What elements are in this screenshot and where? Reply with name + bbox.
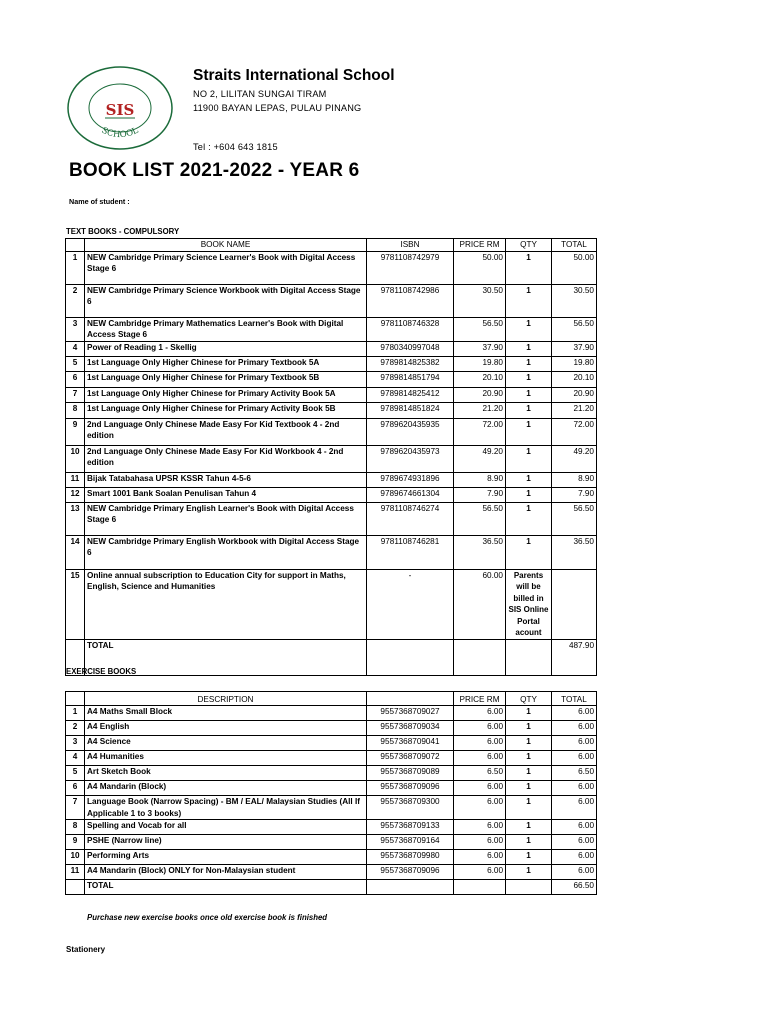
total-empty bbox=[367, 639, 454, 675]
row-number: 2 bbox=[66, 284, 85, 317]
row-name: A4 Mandarin (Block) ONLY for Non-Malaysian student bbox=[85, 865, 367, 880]
row-number: 11 bbox=[66, 472, 85, 487]
row-total: 20.90 bbox=[552, 387, 597, 402]
row-qty: 1 bbox=[506, 535, 552, 569]
row-isbn: 9781108746274 bbox=[367, 502, 454, 535]
row-isbn: 9557368709096 bbox=[367, 781, 454, 796]
row-number: 4 bbox=[66, 341, 85, 356]
row-isbn: 9789674661304 bbox=[367, 487, 454, 502]
row-name: A4 Humanities bbox=[85, 751, 367, 766]
total-row bbox=[66, 639, 597, 675]
row-qty: 1 bbox=[506, 835, 552, 850]
row-name: NEW Cambridge Primary Science Workbook with Digital Access Stage 6 bbox=[85, 284, 367, 317]
table-row bbox=[66, 445, 597, 472]
row-price: 6.00 bbox=[454, 706, 506, 721]
row-price: 6.00 bbox=[454, 865, 506, 880]
table-row bbox=[66, 472, 597, 487]
table-row bbox=[66, 418, 597, 445]
row-number: 11 bbox=[66, 865, 85, 880]
row-name: 1st Language Only Higher Chinese for Primary Textbook 5B bbox=[85, 371, 367, 387]
row-qty: 1 bbox=[506, 706, 552, 721]
row-qty: 1 bbox=[506, 781, 552, 796]
row-total: 30.50 bbox=[552, 284, 597, 317]
row-total: 6.00 bbox=[552, 865, 597, 880]
table-row bbox=[66, 736, 597, 751]
row-name: Language Book (Narrow Spacing) - BM / EAL/ Malaysian Studies (All If Applicable 1 to 3 books) bbox=[85, 796, 367, 820]
row-number: 6 bbox=[66, 781, 85, 796]
row-name: Bijak Tatabahasa UPSR KSSR Tahun 4-5-6 bbox=[85, 472, 367, 487]
row-price: 56.50 bbox=[454, 502, 506, 535]
table-row bbox=[66, 751, 597, 766]
col-header-qty: QTY bbox=[506, 692, 552, 706]
row-price: 60.00 bbox=[454, 569, 506, 639]
address-line1: NO 2, LILITAN SUNGAI TIRAM bbox=[193, 89, 327, 99]
row-name: 1st Language Only Higher Chinese for Primary Textbook 5A bbox=[85, 356, 367, 371]
address-line2: 11900 BAYAN LEPAS, PULAU PINANG bbox=[193, 103, 362, 113]
col-header-total: TOTAL bbox=[552, 239, 597, 252]
row-qty: 1 bbox=[506, 402, 552, 418]
row-name: NEW Cambridge Primary Science Learner's Book with Digital Access Stage 6 bbox=[85, 251, 367, 284]
row-isbn: 9781108746281 bbox=[367, 535, 454, 569]
row-qty: 1 bbox=[506, 865, 552, 880]
row-total: 56.50 bbox=[552, 317, 597, 341]
table-row bbox=[66, 796, 597, 820]
row-total: 21.20 bbox=[552, 402, 597, 418]
row-price: 49.20 bbox=[454, 445, 506, 472]
row-number: 3 bbox=[66, 736, 85, 751]
row-price: 56.50 bbox=[454, 317, 506, 341]
row-qty: 1 bbox=[506, 472, 552, 487]
total-spacer bbox=[66, 880, 85, 895]
row-qty: 1 bbox=[506, 341, 552, 356]
row-total: 56.50 bbox=[552, 502, 597, 535]
row-isbn: 9557368709041 bbox=[367, 736, 454, 751]
row-isbn: 9789620435935 bbox=[367, 418, 454, 445]
exercise-section-label: EXERCISE BOOKS bbox=[66, 667, 137, 676]
row-total: 6.00 bbox=[552, 736, 597, 751]
table-row bbox=[66, 721, 597, 736]
logo-mark: SIS bbox=[105, 101, 135, 119]
col-header-price: PRICE RM bbox=[454, 692, 506, 706]
row-number: 13 bbox=[66, 502, 85, 535]
row-isbn: 9557368709980 bbox=[367, 850, 454, 865]
row-total: 37.90 bbox=[552, 341, 597, 356]
row-price: 19.80 bbox=[454, 356, 506, 371]
row-name: PSHE (Narrow line) bbox=[85, 835, 367, 850]
total-empty bbox=[506, 880, 552, 895]
student-name-label: Name of student : bbox=[69, 197, 130, 206]
exercise-table bbox=[65, 691, 597, 895]
total-empty bbox=[506, 639, 552, 675]
row-isbn: 9557368709027 bbox=[367, 706, 454, 721]
row-price: 6.00 bbox=[454, 820, 506, 835]
row-number: 3 bbox=[66, 317, 85, 341]
row-name: 2nd Language Only Chinese Made Easy For Kid Textbook 4 - 2nd edition bbox=[85, 418, 367, 445]
logo-text-bottom: SCHOOL bbox=[99, 125, 141, 141]
col-header-price: PRICE RM bbox=[454, 239, 506, 252]
table-row bbox=[66, 820, 597, 835]
col-header-qty: QTY bbox=[506, 239, 552, 252]
row-number: 5 bbox=[66, 766, 85, 781]
page-title: BOOK LIST 2021-2022 - YEAR 6 bbox=[69, 160, 360, 181]
row-total: 6.00 bbox=[552, 820, 597, 835]
row-number: 8 bbox=[66, 402, 85, 418]
row-qty: 1 bbox=[506, 820, 552, 835]
row-number: 7 bbox=[66, 387, 85, 402]
row-price: 20.90 bbox=[454, 387, 506, 402]
row-name: Performing Arts bbox=[85, 850, 367, 865]
row-qty: 1 bbox=[506, 796, 552, 820]
row-name: 2nd Language Only Chinese Made Easy For Kid Workbook 4 - 2nd edition bbox=[85, 445, 367, 472]
row-name: Smart 1001 Bank Soalan Penulisan Tahun 4 bbox=[85, 487, 367, 502]
row-price: 50.00 bbox=[454, 251, 506, 284]
row-isbn: 9789814851824 bbox=[367, 402, 454, 418]
total-label: TOTAL bbox=[85, 639, 367, 675]
row-price: 37.90 bbox=[454, 341, 506, 356]
row-number: 2 bbox=[66, 721, 85, 736]
table-row bbox=[66, 402, 597, 418]
school-logo bbox=[67, 66, 173, 150]
row-name: Online annual subscription to Education City for support in Maths, English, Science and Humanities bbox=[85, 569, 367, 639]
textbooks-table bbox=[65, 238, 597, 676]
row-number: 6 bbox=[66, 371, 85, 387]
row-qty: 1 bbox=[506, 487, 552, 502]
row-name: Power of Reading 1 - Skellig bbox=[85, 341, 367, 356]
table-row bbox=[66, 251, 597, 284]
row-name: NEW Cambridge Primary English Learner's Book with Digital Access Stage 6 bbox=[85, 502, 367, 535]
row-name: Art Sketch Book bbox=[85, 766, 367, 781]
row-price: 6.00 bbox=[454, 721, 506, 736]
row-total: 6.00 bbox=[552, 796, 597, 820]
row-total: 6.00 bbox=[552, 781, 597, 796]
row-number: 14 bbox=[66, 535, 85, 569]
row-isbn: 9557368709133 bbox=[367, 820, 454, 835]
table-row bbox=[66, 487, 597, 502]
row-price: 6.00 bbox=[454, 835, 506, 850]
row-total bbox=[552, 569, 597, 639]
row-number: 15 bbox=[66, 569, 85, 639]
table-row bbox=[66, 356, 597, 371]
school-name: Straits International School bbox=[193, 67, 395, 84]
row-qty: 1 bbox=[506, 850, 552, 865]
row-number: 4 bbox=[66, 751, 85, 766]
row-qty: 1 bbox=[506, 502, 552, 535]
row-price: 72.00 bbox=[454, 418, 506, 445]
row-isbn: 9557368709089 bbox=[367, 766, 454, 781]
table-row bbox=[66, 706, 597, 721]
total-empty bbox=[454, 639, 506, 675]
row-isbn: 9557368709096 bbox=[367, 865, 454, 880]
row-total: 7.90 bbox=[552, 487, 597, 502]
row-name: A4 Science bbox=[85, 736, 367, 751]
col-header-description: DESCRIPTION bbox=[85, 692, 367, 706]
row-price: 8.90 bbox=[454, 472, 506, 487]
row-name: Spelling and Vocab for all bbox=[85, 820, 367, 835]
row-number: 8 bbox=[66, 820, 85, 835]
row-qty: 1 bbox=[506, 356, 552, 371]
row-price: 6.50 bbox=[454, 766, 506, 781]
row-number: 5 bbox=[66, 356, 85, 371]
row-price: 6.00 bbox=[454, 736, 506, 751]
row-qty: 1 bbox=[506, 445, 552, 472]
table-row bbox=[66, 569, 597, 639]
svg-text:SCHOOL bbox=[100, 125, 141, 140]
row-qty: Parents will be billed in SIS Online Portal acount bbox=[506, 569, 552, 639]
exercise-note: Purchase new exercise books once old exercise book is finished bbox=[87, 913, 328, 922]
row-number: 9 bbox=[66, 835, 85, 850]
table-row bbox=[66, 850, 597, 865]
col-header-code bbox=[367, 692, 454, 706]
row-qty: 1 bbox=[506, 418, 552, 445]
row-price: 20.10 bbox=[454, 371, 506, 387]
row-price: 6.00 bbox=[454, 751, 506, 766]
row-name: A4 Maths Small Block bbox=[85, 706, 367, 721]
row-total: 6.00 bbox=[552, 706, 597, 721]
row-total: 6.00 bbox=[552, 721, 597, 736]
col-header-total: TOTAL bbox=[552, 692, 597, 706]
table-row bbox=[66, 535, 597, 569]
row-number: 7 bbox=[66, 796, 85, 820]
row-price: 6.00 bbox=[454, 781, 506, 796]
row-isbn: 9557368709164 bbox=[367, 835, 454, 850]
row-isbn: 9789814851794 bbox=[367, 371, 454, 387]
total-empty bbox=[454, 880, 506, 895]
row-isbn: - bbox=[367, 569, 454, 639]
row-isbn: 9781108742979 bbox=[367, 251, 454, 284]
table-row bbox=[66, 502, 597, 535]
row-number: 10 bbox=[66, 445, 85, 472]
row-qty: 1 bbox=[506, 736, 552, 751]
logo-text-top bbox=[67, 66, 173, 69]
row-number: 1 bbox=[66, 251, 85, 284]
row-qty: 1 bbox=[506, 387, 552, 402]
table-row bbox=[66, 835, 597, 850]
row-total: 8.90 bbox=[552, 472, 597, 487]
row-isbn: 9780340997048 bbox=[367, 341, 454, 356]
row-total: 6.00 bbox=[552, 835, 597, 850]
row-qty: 1 bbox=[506, 751, 552, 766]
row-number: 9 bbox=[66, 418, 85, 445]
row-number: 10 bbox=[66, 850, 85, 865]
stationery-label: Stationery bbox=[66, 945, 106, 954]
row-number: 12 bbox=[66, 487, 85, 502]
table-row bbox=[66, 284, 597, 317]
row-name: NEW Cambridge Primary Mathematics Learner's Book with Digital Access Stage 6 bbox=[85, 317, 367, 341]
col-header-isbn: ISBN bbox=[367, 239, 454, 252]
total-value: 66.50 bbox=[552, 880, 597, 895]
col-header-book-name: BOOK NAME bbox=[85, 239, 367, 252]
row-isbn: 9789814825412 bbox=[367, 387, 454, 402]
row-price: 7.90 bbox=[454, 487, 506, 502]
row-name: 1st Language Only Higher Chinese for Primary Activity Book 5B bbox=[85, 402, 367, 418]
table-row bbox=[66, 341, 597, 356]
row-qty: 1 bbox=[506, 371, 552, 387]
row-price: 6.00 bbox=[454, 850, 506, 865]
row-isbn: 9557368709034 bbox=[367, 721, 454, 736]
row-total: 36.50 bbox=[552, 535, 597, 569]
row-total: 19.80 bbox=[552, 356, 597, 371]
row-isbn: 9789674931896 bbox=[367, 472, 454, 487]
textbooks-section-label: TEXT BOOKS - COMPULSORY bbox=[66, 227, 180, 236]
row-isbn: 9789620435973 bbox=[367, 445, 454, 472]
table-row bbox=[66, 865, 597, 880]
row-name: 1st Language Only Higher Chinese for Primary Activity Book 5A bbox=[85, 387, 367, 402]
telephone: Tel : +604 643 1815 bbox=[193, 142, 278, 152]
table-row bbox=[66, 387, 597, 402]
row-total: 50.00 bbox=[552, 251, 597, 284]
row-total: 20.10 bbox=[552, 371, 597, 387]
total-value: 487.90 bbox=[552, 639, 597, 675]
row-total: 6.00 bbox=[552, 850, 597, 865]
table-row bbox=[66, 371, 597, 387]
row-qty: 1 bbox=[506, 284, 552, 317]
row-isbn: 9789814825382 bbox=[367, 356, 454, 371]
row-name: A4 Mandarin (Block) bbox=[85, 781, 367, 796]
row-isbn: 9557368709300 bbox=[367, 796, 454, 820]
row-total: 49.20 bbox=[552, 445, 597, 472]
row-qty: 1 bbox=[506, 721, 552, 736]
row-isbn: 9781108746328 bbox=[367, 317, 454, 341]
total-label: TOTAL bbox=[85, 880, 367, 895]
row-name: A4 English bbox=[85, 721, 367, 736]
table-row bbox=[66, 317, 597, 341]
row-number: 1 bbox=[66, 706, 85, 721]
row-total: 6.50 bbox=[552, 766, 597, 781]
row-price: 6.00 bbox=[454, 796, 506, 820]
row-price: 36.50 bbox=[454, 535, 506, 569]
row-isbn: 9557368709072 bbox=[367, 751, 454, 766]
table-row bbox=[66, 781, 597, 796]
table-row bbox=[66, 766, 597, 781]
row-price: 30.50 bbox=[454, 284, 506, 317]
row-name: NEW Cambridge Primary English Workbook with Digital Access Stage 6 bbox=[85, 535, 367, 569]
row-qty: 1 bbox=[506, 317, 552, 341]
row-qty: 1 bbox=[506, 766, 552, 781]
total-empty bbox=[367, 880, 454, 895]
row-total: 6.00 bbox=[552, 751, 597, 766]
row-price: 21.20 bbox=[454, 402, 506, 418]
total-row bbox=[66, 880, 597, 895]
row-qty: 1 bbox=[506, 251, 552, 284]
row-total: 72.00 bbox=[552, 418, 597, 445]
row-isbn: 9781108742986 bbox=[367, 284, 454, 317]
